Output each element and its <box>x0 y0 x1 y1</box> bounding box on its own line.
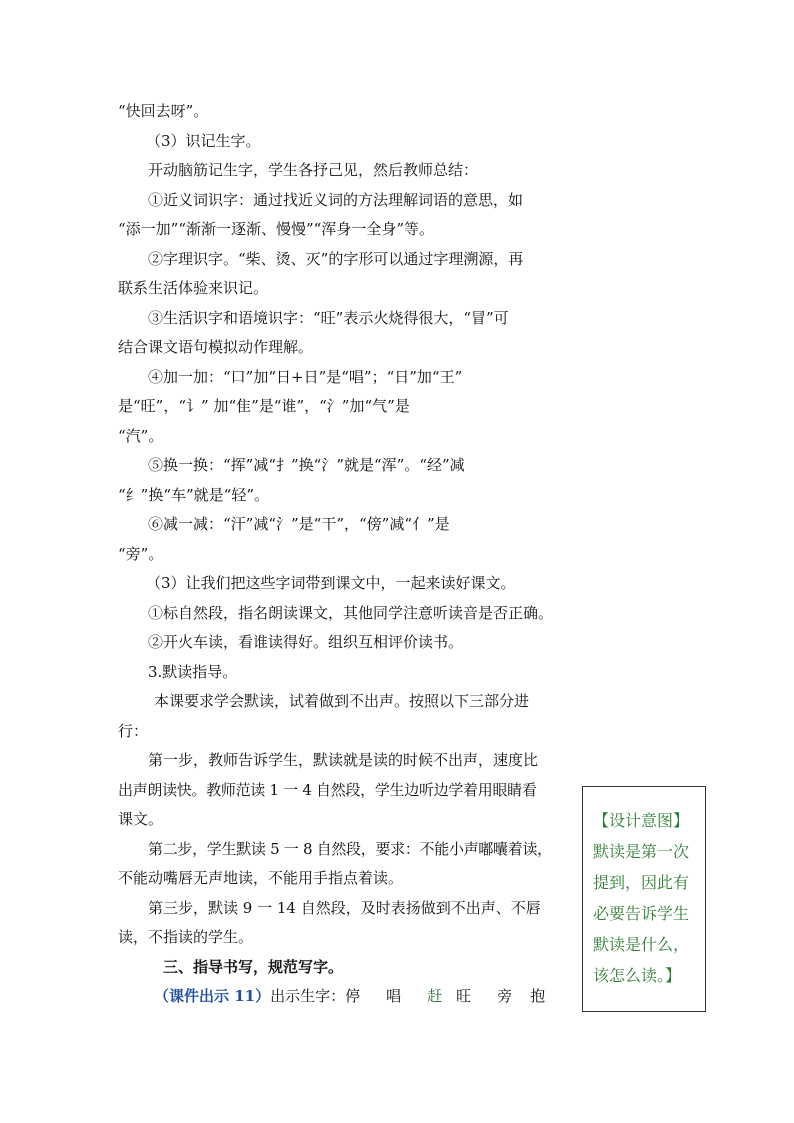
text-line: ⑥减一减：“汗”减“氵”是“干”，“傍”减“亻”是 <box>148 515 450 533</box>
lesson-text <box>118 97 566 1012</box>
text-line: “旁”。 <box>118 544 164 563</box>
text-line: ①标自然段，指名朗读课文，其他同学注意听读音是否正确。 <box>148 603 554 622</box>
text-line: 读，不指读的学生。 <box>118 928 254 946</box>
text-line: ①近义词识字：通过找近义词的方法理解词语的意思，如 <box>148 190 524 209</box>
text-line: 开动脑筋记生字，学生各抒己见，然后教师总结： <box>148 161 479 179</box>
text-line: 行： <box>118 721 149 740</box>
section-heading: 三、指导书写，规范写字。 <box>163 957 344 976</box>
char-6: 抱 <box>530 987 546 1005</box>
char-5: 旁 <box>497 987 513 1005</box>
char-2: 唱 <box>386 987 402 1005</box>
text-line: “纟”换“车”就是“轻”。 <box>118 485 270 504</box>
text-line: 出声朗读快。教师范读 1 一 4 自然段，学生边听边学着用眼睛看 <box>118 780 537 799</box>
text-line: ④加一加：“口”加“日+日”是“唱”；“日”加“王” <box>148 367 463 386</box>
text-line: ⑤换一换：“挥”减“扌”换“氵”就是“浑”。“经”减 <box>148 456 465 474</box>
text-line: （3）让我们把这些字词带到课文中，一起来读好课文。 <box>146 574 516 592</box>
design-intent-box <box>582 786 706 1012</box>
text-line: 结合课文语句模拟动作理解。 <box>118 338 314 356</box>
text-line: 本课要求学会默读，试着做到不出声。按照以下三部分进 <box>154 692 530 710</box>
courseware-line <box>118 982 566 1012</box>
text-line: （3）识记生字。 <box>146 131 261 150</box>
text-line: 是“旺”，“讠” 加“隹”是“谁”，“氵”加“气”是 <box>118 397 410 415</box>
text-line: ②开火车读，看谁读得好。组织互相评价读书。 <box>148 633 464 651</box>
design-intent-text: 【设计意图】默读是第一次提到，因此有必要告诉学生默读是什么，该怎么读。】 <box>593 811 690 985</box>
text-line: “添一加”“渐渐一逐渐、慢慢”“浑身一全身”等。 <box>118 220 435 238</box>
text-line: 第三步，默读 9 一 14 自然段，及时表扬做到不出声、不唇 <box>148 898 541 917</box>
text-line: “快回去呀”。 <box>118 102 209 120</box>
text-line: 第二步，学生默读 5 一 8 自然段，要求：不能小声嘟囔着读， <box>148 839 552 858</box>
text-line: 不能动嘴唇无声地读，不能用手指点着读。 <box>118 869 404 887</box>
char-1: 停 <box>345 987 361 1005</box>
courseware-label: （课件出示 11） <box>154 987 271 1005</box>
text-line: 联系生活体验来识记。 <box>118 279 269 297</box>
char-3: 赶 <box>427 987 443 1005</box>
courseware-text: 出示生字： <box>270 987 346 1005</box>
text-line: 课文。 <box>118 810 164 828</box>
text-line: ②字理识字。“柴、烫、灭”的字形可以通过字理溯源，再 <box>148 249 524 268</box>
text-line: ③生活识字和语境识字：“旺”表示火烧得很大，“冒”可 <box>148 308 509 327</box>
text-line: 3.默读指导。 <box>148 662 238 681</box>
text-line: 第一步，教师告诉学生，默读就是读的时候不出声，速度比 <box>148 751 539 769</box>
char-4: 旺 <box>456 987 472 1005</box>
text-line: “汽”。 <box>118 426 164 445</box>
